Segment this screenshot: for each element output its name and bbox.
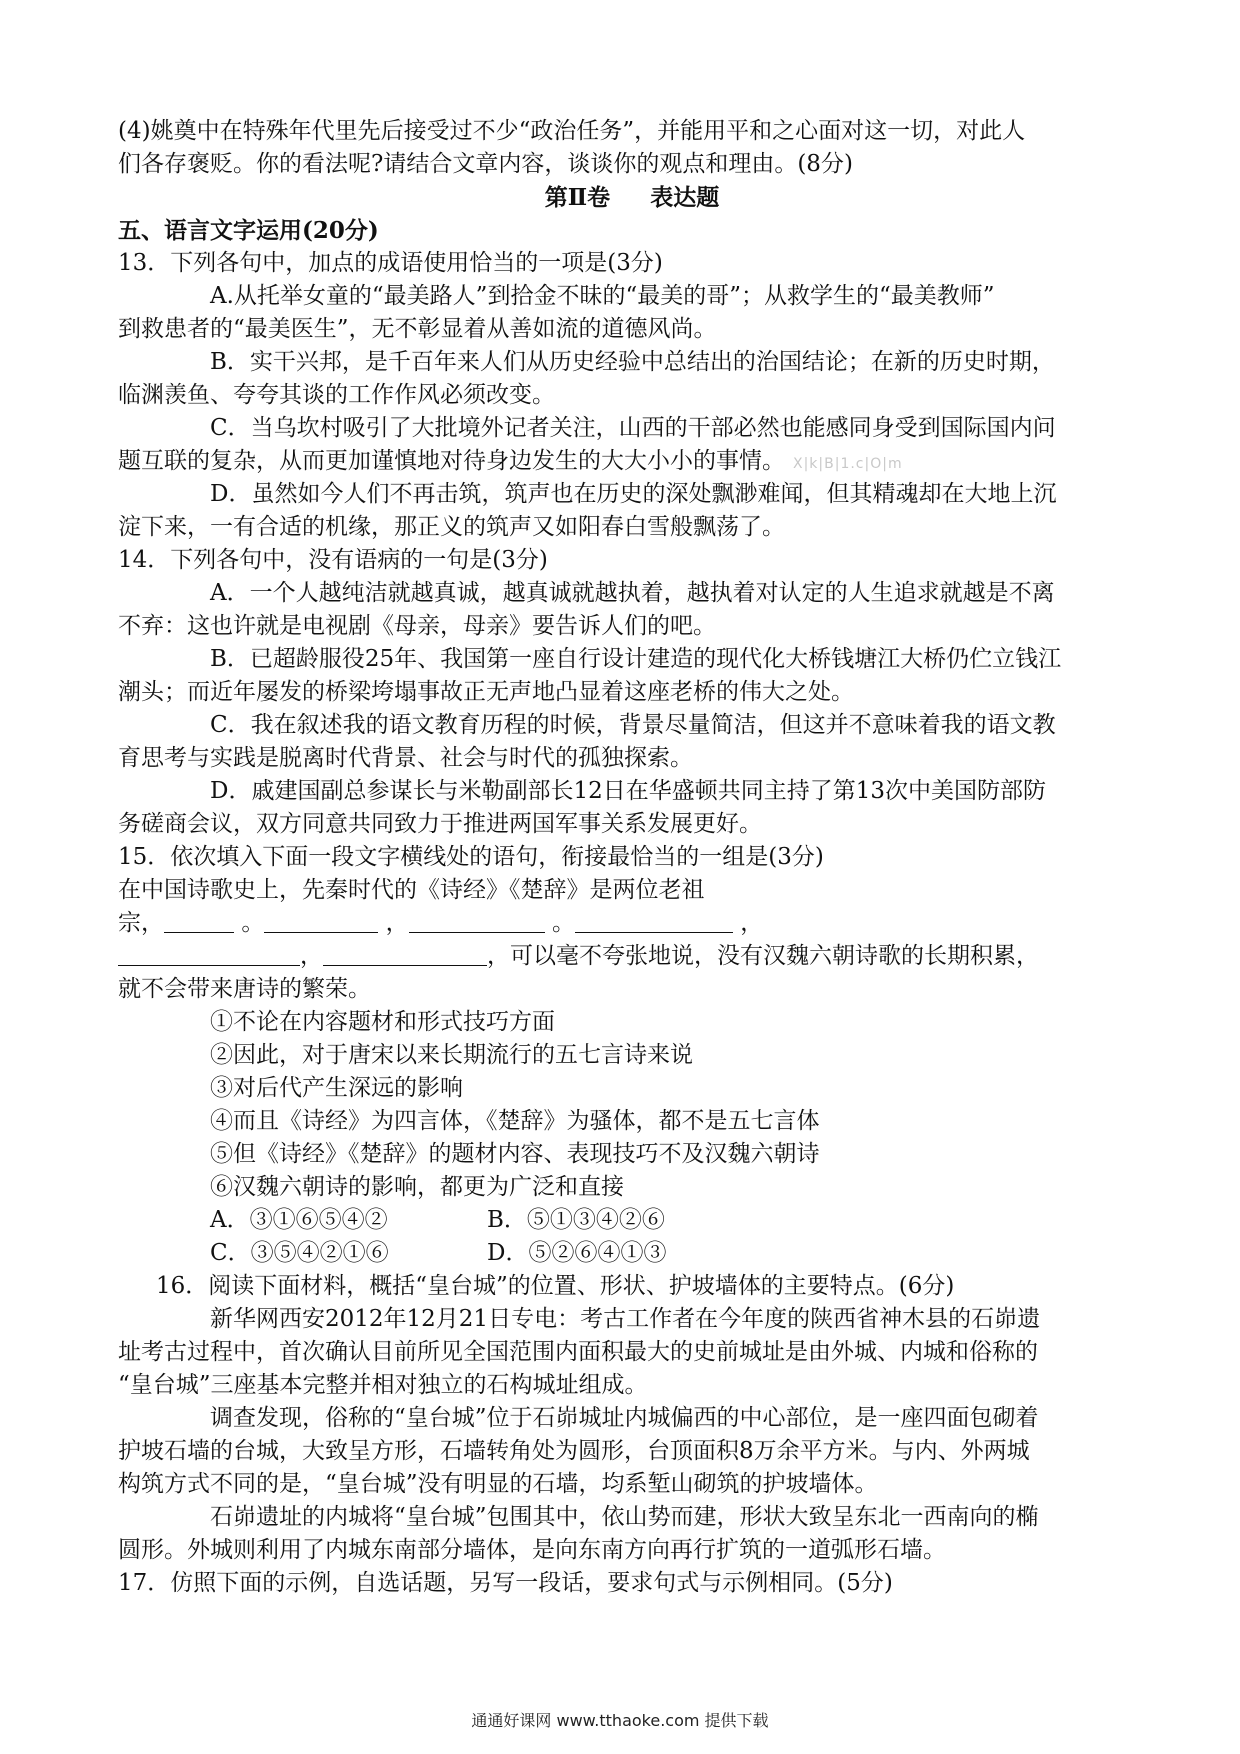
blank-1[interactable] xyxy=(164,908,234,933)
q4-line-1: (4)姚奠中在特殊年代里先后接受过不少“政治任务”，并能用平和之心面对这一切，对此人 xyxy=(118,118,1026,144)
watermark-text: X|k|B|1.c|O|m xyxy=(793,456,903,472)
q15-item: ②因此，对于唐宋以来长期流行的五七言诗来说 xyxy=(210,1042,693,1068)
q15-passage-tail: ，可以毫不夸张地说，没有汉魏六朝诗歌的长期积累， xyxy=(487,943,1039,969)
blank-6[interactable] xyxy=(323,941,487,966)
part2-heading-left: 第Ⅱ卷 xyxy=(544,184,611,211)
part2-heading-right: 表达题 xyxy=(650,184,720,211)
q14-option-d-line-2: 务磋商会议，双方同意共同致力于推进两国军事关系发展更好。 xyxy=(118,811,762,837)
q16-para-2-line-2: 护坡石墙的台城，大致呈方形，石墙转角处为圆形，台顶面积8万余平方米。与内、外两城 xyxy=(118,1438,1030,1464)
q14-option-b-line-1: B．已超龄服役25年、我国第一座自行设计建造的现代化大桥钱塘江大桥仍伫立钱江 xyxy=(210,646,1062,672)
q4-line-2: 们各存褒贬。你的看法呢?请结合文章内容，谈谈你的观点和理由。(8分) xyxy=(118,151,853,177)
q14-option-c-line-2: 育思考与实践是脱离时代背景、社会与时代的孤独探索。 xyxy=(118,745,693,771)
q15-option-a: A．③①⑥⑤④② xyxy=(210,1207,388,1233)
blank-2[interactable] xyxy=(264,908,378,933)
q15-item: ④而且《诗经》为四言体，《楚辞》为骚体，都不是五七言体 xyxy=(210,1108,820,1134)
separator: 。 xyxy=(241,910,265,936)
q13-stem: 13．下列各句中，加点的成语使用恰当的一项是(3分) xyxy=(118,250,663,276)
q14-option-c-line-1: C．我在叙述我的语文教育历程的时候，背景尽量简洁，但这并不意味着我的语文教 xyxy=(210,712,1056,738)
q13-option-c-line-1: C．当乌坎村吸引了大批境外记者关注，山西的干部必然也能感同身受到国际国内问 xyxy=(210,415,1056,441)
q13-option-c-line-2-wrap xyxy=(118,445,1130,478)
q13-option-b-line-1: B．实干兴邦，是千百年来人们从历史经验中总结出的治国结论；在新的历史时期， xyxy=(210,349,1055,375)
q13-option-c-line-2: 题互联的复杂，从而更加谨慎地对待身边发生的大大小小的事情。 xyxy=(118,448,785,474)
q16-para-1-line-2: 址考古过程中，首次确认目前所见全国范围内面积最大的史前城址是由外城、内城和俗称的 xyxy=(118,1339,1038,1365)
q15-item: ⑤但《诗经》《楚辞》的题材内容、表现技巧不及汉魏六朝诗 xyxy=(210,1141,820,1167)
q15-item: ①不论在内容题材和形式技巧方面 xyxy=(210,1009,555,1035)
q15-passage-line-3 xyxy=(118,940,1130,973)
q13-option-a-line-1: A.从托举女童的“最美路人”到拾金不昧的“最美的哥”；从救学生的“最美教师” xyxy=(210,283,995,309)
q15-stem: 15．依次填入下面一段文字横线处的语句，衔接最恰当的一组是(3分) xyxy=(118,844,824,870)
q16-para-1-line-3: “皇台城”三座基本完整并相对独立的石构城址组成。 xyxy=(118,1372,648,1398)
separator: ， xyxy=(740,910,764,936)
q14-stem: 14．下列各句中，没有语病的一句是(3分) xyxy=(118,547,548,573)
q15-options-row-2 xyxy=(118,1237,1130,1270)
q14-option-b-line-2: 潮头；而近年屡发的桥梁垮塌事故正无声地凸显着这座老桥的伟大之处。 xyxy=(118,679,854,705)
q14-option-a-line-2: 不弃：这也许就是电视剧《母亲，母亲》要告诉人们的吧。 xyxy=(118,613,716,639)
q15-passage-line-1: 在中国诗歌史上，先秦时代的《诗经》《楚辞》是两位老祖 xyxy=(118,877,705,903)
q15-passage-line-4: 就不会带来唐诗的繁荣。 xyxy=(118,976,371,1002)
q16-para-2-line-1: 调查发现，俗称的“皇台城”位于石峁城址内城偏西的中心部位，是一座四面包砌着 xyxy=(210,1405,1039,1431)
q15-passage-start: 宗， xyxy=(118,910,164,936)
exam-page xyxy=(118,115,1130,1600)
q16-para-1-line-1: 新华网西安2012年12月21日专电：考古工作者在今年度的陕西省神木县的石峁遗 xyxy=(210,1306,1041,1332)
q16-para-3-line-2: 圆形。外城则利用了内城东南部分墙体，是向东南方向再行扩筑的一道弧形石墙。 xyxy=(118,1537,946,1563)
section-5-heading: 五、语言文字运用(20分) xyxy=(118,217,379,244)
blank-3[interactable] xyxy=(409,908,545,933)
q17-stem: 17．仿照下面的示例，自选话题，另写一段话，要求句式与示例相同。(5分) xyxy=(118,1570,893,1596)
separator: ， xyxy=(385,910,409,936)
q13-option-d-line-1: D．虽然如今人们不再击筑，筑声也在历史的深处飘渺难闻，但其精魂却在大地上沉 xyxy=(210,481,1057,507)
blank-4[interactable] xyxy=(575,908,733,933)
q14-option-d-line-1: D．戚建国副总参谋长与米勒副部长12日在华盛顿共同主持了第13次中美国防部防 xyxy=(210,778,1046,804)
separator: 。 xyxy=(551,910,575,936)
q16-para-2-line-3: 构筑方式不同的是，“皇台城”没有明显的石墙，均系堑山砌筑的护坡墙体。 xyxy=(118,1471,878,1497)
blank-5[interactable] xyxy=(118,941,300,966)
q15-options-row-1 xyxy=(118,1204,1130,1237)
q15-passage-line-2 xyxy=(118,907,1130,940)
q15-option-c: C．③⑤④②①⑥ xyxy=(210,1240,389,1266)
q16-para-3-line-1: 石峁遗址的内城将“皇台城”包围其中，依山势而建，形状大致呈东北一西南向的椭 xyxy=(210,1504,1039,1530)
q13-option-a-line-2: 到救患者的“最美医生”，无不彰显着从善如流的道德风尚。 xyxy=(118,316,717,342)
q13-option-b-line-2: 临渊羡鱼、夸夸其谈的工作作风必须改变。 xyxy=(118,382,555,408)
q15-item: ⑥汉魏六朝诗的影响，都更为广泛和直接 xyxy=(210,1174,624,1200)
separator: ， xyxy=(300,943,323,969)
footer-credit: 通通好课网 www.tthaoke.com 提供下载 xyxy=(471,1711,769,1730)
q15-option-b: B．⑤①③④②⑥ xyxy=(487,1207,665,1233)
part2-heading xyxy=(118,181,1130,214)
q14-option-a-line-1: A．一个人越纯洁就越真诚，越真诚就越执着，越执着对认定的人生追求就越是不离 xyxy=(210,580,1055,606)
q15-item: ③对后代产生深远的影响 xyxy=(210,1075,463,1101)
q15-option-d: D．⑤②⑥④①③ xyxy=(487,1240,667,1266)
q16-stem: 16．阅读下面材料，概括“皇台城”的位置、形状、护坡墙体的主要特点。(6分) xyxy=(156,1273,955,1299)
q13-option-d-line-2: 淀下来，一有合适的机缘，那正义的筑声又如阳春白雪般飘荡了。 xyxy=(118,514,785,540)
